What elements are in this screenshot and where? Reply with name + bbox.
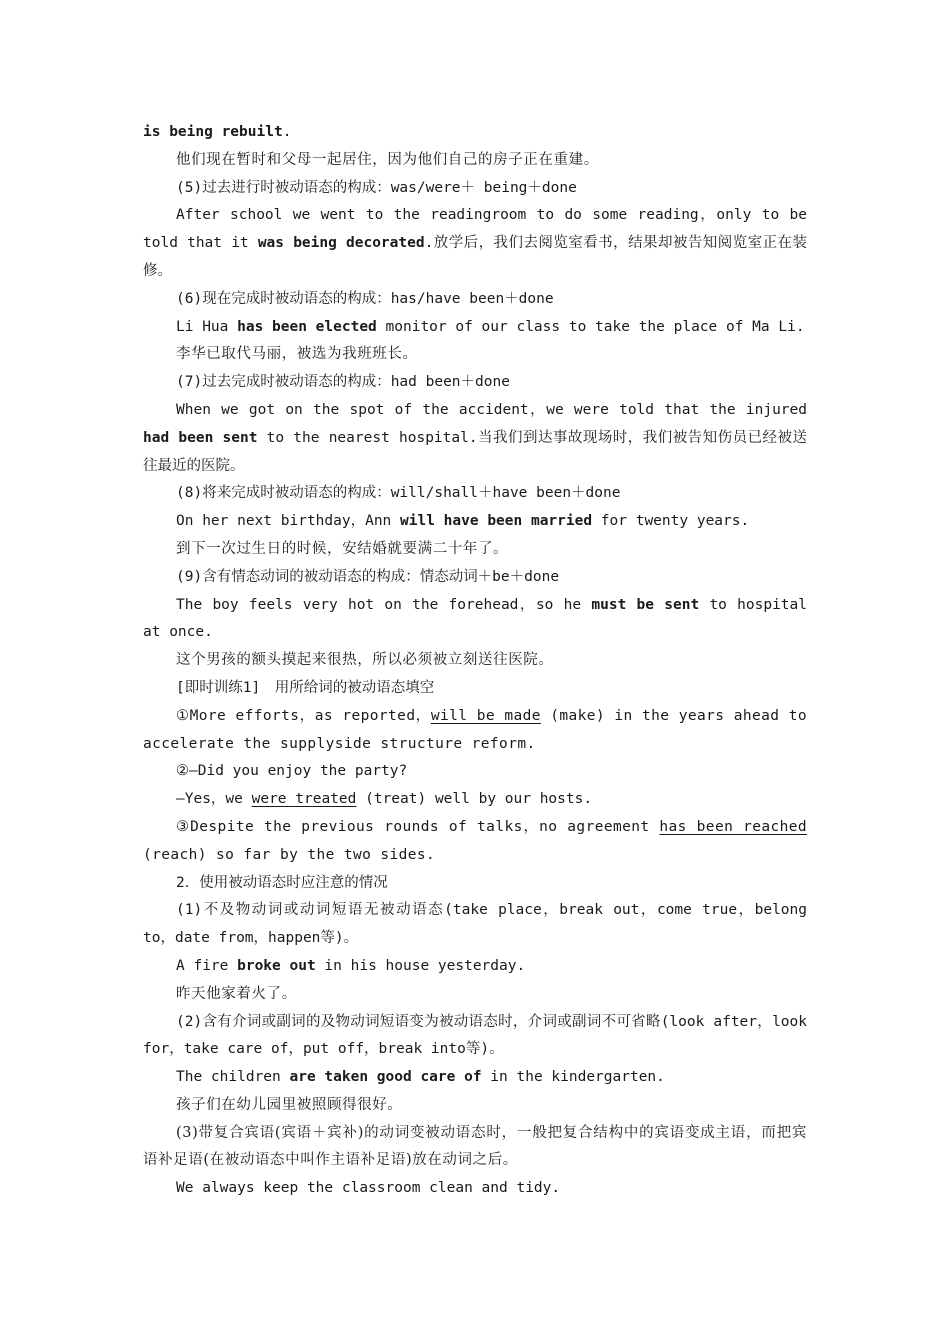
bold-phrase: is being rebuilt <box>143 124 283 140</box>
drill-question-3 <box>143 814 807 870</box>
text: ①More efforts，as reported， <box>176 707 431 724</box>
example-future-perfect <box>143 508 807 536</box>
note-1-example <box>143 953 807 981</box>
example-present-perfect <box>143 314 807 342</box>
drill-question-1 <box>143 703 807 759</box>
text: Li Hua <box>176 318 238 335</box>
note-1-translation: 昨天他家着火了。 <box>176 985 297 1002</box>
bold-phrase: was being decorated <box>257 235 425 252</box>
text: monitor of our class to take the place of Ma Li. <box>376 318 805 335</box>
heading-present-perfect-passive: (6)现在完成时被动语态的构成：has/have been＋done <box>176 290 554 307</box>
bold-phrase: are taken good care of <box>289 1069 482 1086</box>
text: (make) in the years ahead to accelerate the supplyside structure reform. <box>143 707 807 752</box>
bold-phrase: broke out <box>237 957 316 974</box>
text: The children <box>176 1069 290 1086</box>
note-3-example: We always keep the classroom clean and tidy. <box>176 1180 561 1197</box>
text: (treat) well by our hosts. <box>356 791 593 808</box>
answer-blank: has been reached <box>659 818 808 835</box>
note-2-example <box>143 1064 807 1092</box>
example-past-progressive <box>143 202 807 285</box>
text: in the kindergarten. <box>481 1069 665 1086</box>
heading-past-progressive-passive: (5)过去进行时被动语态的构成：was/were＋ being＋done <box>176 179 577 196</box>
answer-blank: will be made <box>430 707 541 724</box>
bold-phrase: must be sent <box>591 596 700 613</box>
example-modal <box>143 592 807 648</box>
text: to the nearest hospital.当我们到达事故现场时，我们被告知伤员已经被送往最近的医院。 <box>143 429 807 474</box>
translation-present-perfect: 李华已取代马丽，被选为我班班长。 <box>176 346 418 363</box>
text: . <box>282 124 292 140</box>
bold-phrase: has been elected <box>237 318 377 335</box>
bold-phrase: will have been married <box>400 513 593 530</box>
line-rebuilt <box>143 119 807 147</box>
heading-modal-passive: (9)含有情态动词的被动语态的构成：情态动词＋be＋done <box>176 568 560 585</box>
section-2-heading: 2．使用被动语态时应注意的情况 <box>176 874 388 891</box>
text: A fire <box>176 957 238 974</box>
text: The boy feels very hot on the forehead，so he <box>176 596 592 613</box>
text: to hospital at once. <box>143 596 807 641</box>
drill-question-2a: ②—Did you enjoy the party? <box>176 763 408 780</box>
text: .放学后，我们去阅览室看书，结果却被告知阅览室正在装修。 <box>143 235 807 279</box>
answer-blank: were treated <box>251 791 357 808</box>
note-2: (2)含有介词或副词的及物动词短语变为被动语态时，介词或副词不可省略(look after，look for，take care of，put off，break into等)。 <box>143 1013 807 1058</box>
drill-heading: [即时训练1] 用所给词的被动语态填空 <box>176 679 435 696</box>
text: ③Despite the previous rounds of talks，no agreement <box>176 818 660 835</box>
text: in his house yesterday. <box>315 957 526 974</box>
bold-phrase: had been sent <box>143 429 258 446</box>
text: On her next birthday，Ann <box>176 513 401 530</box>
text: for twenty years. <box>592 513 750 530</box>
line-chinese-translation: 他们现在暂时和父母一起居住，因为他们自己的房子正在重建。 <box>176 151 599 168</box>
text: —Yes，we <box>176 791 252 808</box>
note-3: (3)带复合宾语(宾语＋宾补)的动词变被动语态时，一般把复合结构中的宾语变成主语，而把宾语补足语(在被动语态中叫作主语补足语)放在动词之后。 <box>143 1124 807 1169</box>
document-page <box>143 119 807 1203</box>
translation-modal: 这个男孩的额头摸起来很热，所以必须被立刻送往医院。 <box>176 652 554 669</box>
example-past-perfect <box>143 397 807 480</box>
note-2-translation: 孩子们在幼儿园里被照顾得很好。 <box>176 1096 403 1113</box>
heading-past-perfect-passive: (7)过去完成时被动语态的构成：had been＋done <box>176 374 510 391</box>
drill-question-2b <box>143 786 807 814</box>
text: When we got on the spot of the accident，we were told that the injured <box>176 401 807 418</box>
text: After school we went to the readingroom to do some reading，only to be told that it <box>143 207 807 252</box>
translation-future-perfect: 到下一次过生日的时候，安结婚就要满二十年了。 <box>176 540 509 557</box>
heading-future-perfect-passive: (8)将来完成时被动语态的构成：will/shall＋have been＋done <box>176 485 621 502</box>
text: (reach) so far by the two sides. <box>143 846 436 863</box>
note-1: (1)不及物动词或动词短语无被动语态(take place，break out，come true，belong to，date from，happen等)。 <box>143 902 807 947</box>
